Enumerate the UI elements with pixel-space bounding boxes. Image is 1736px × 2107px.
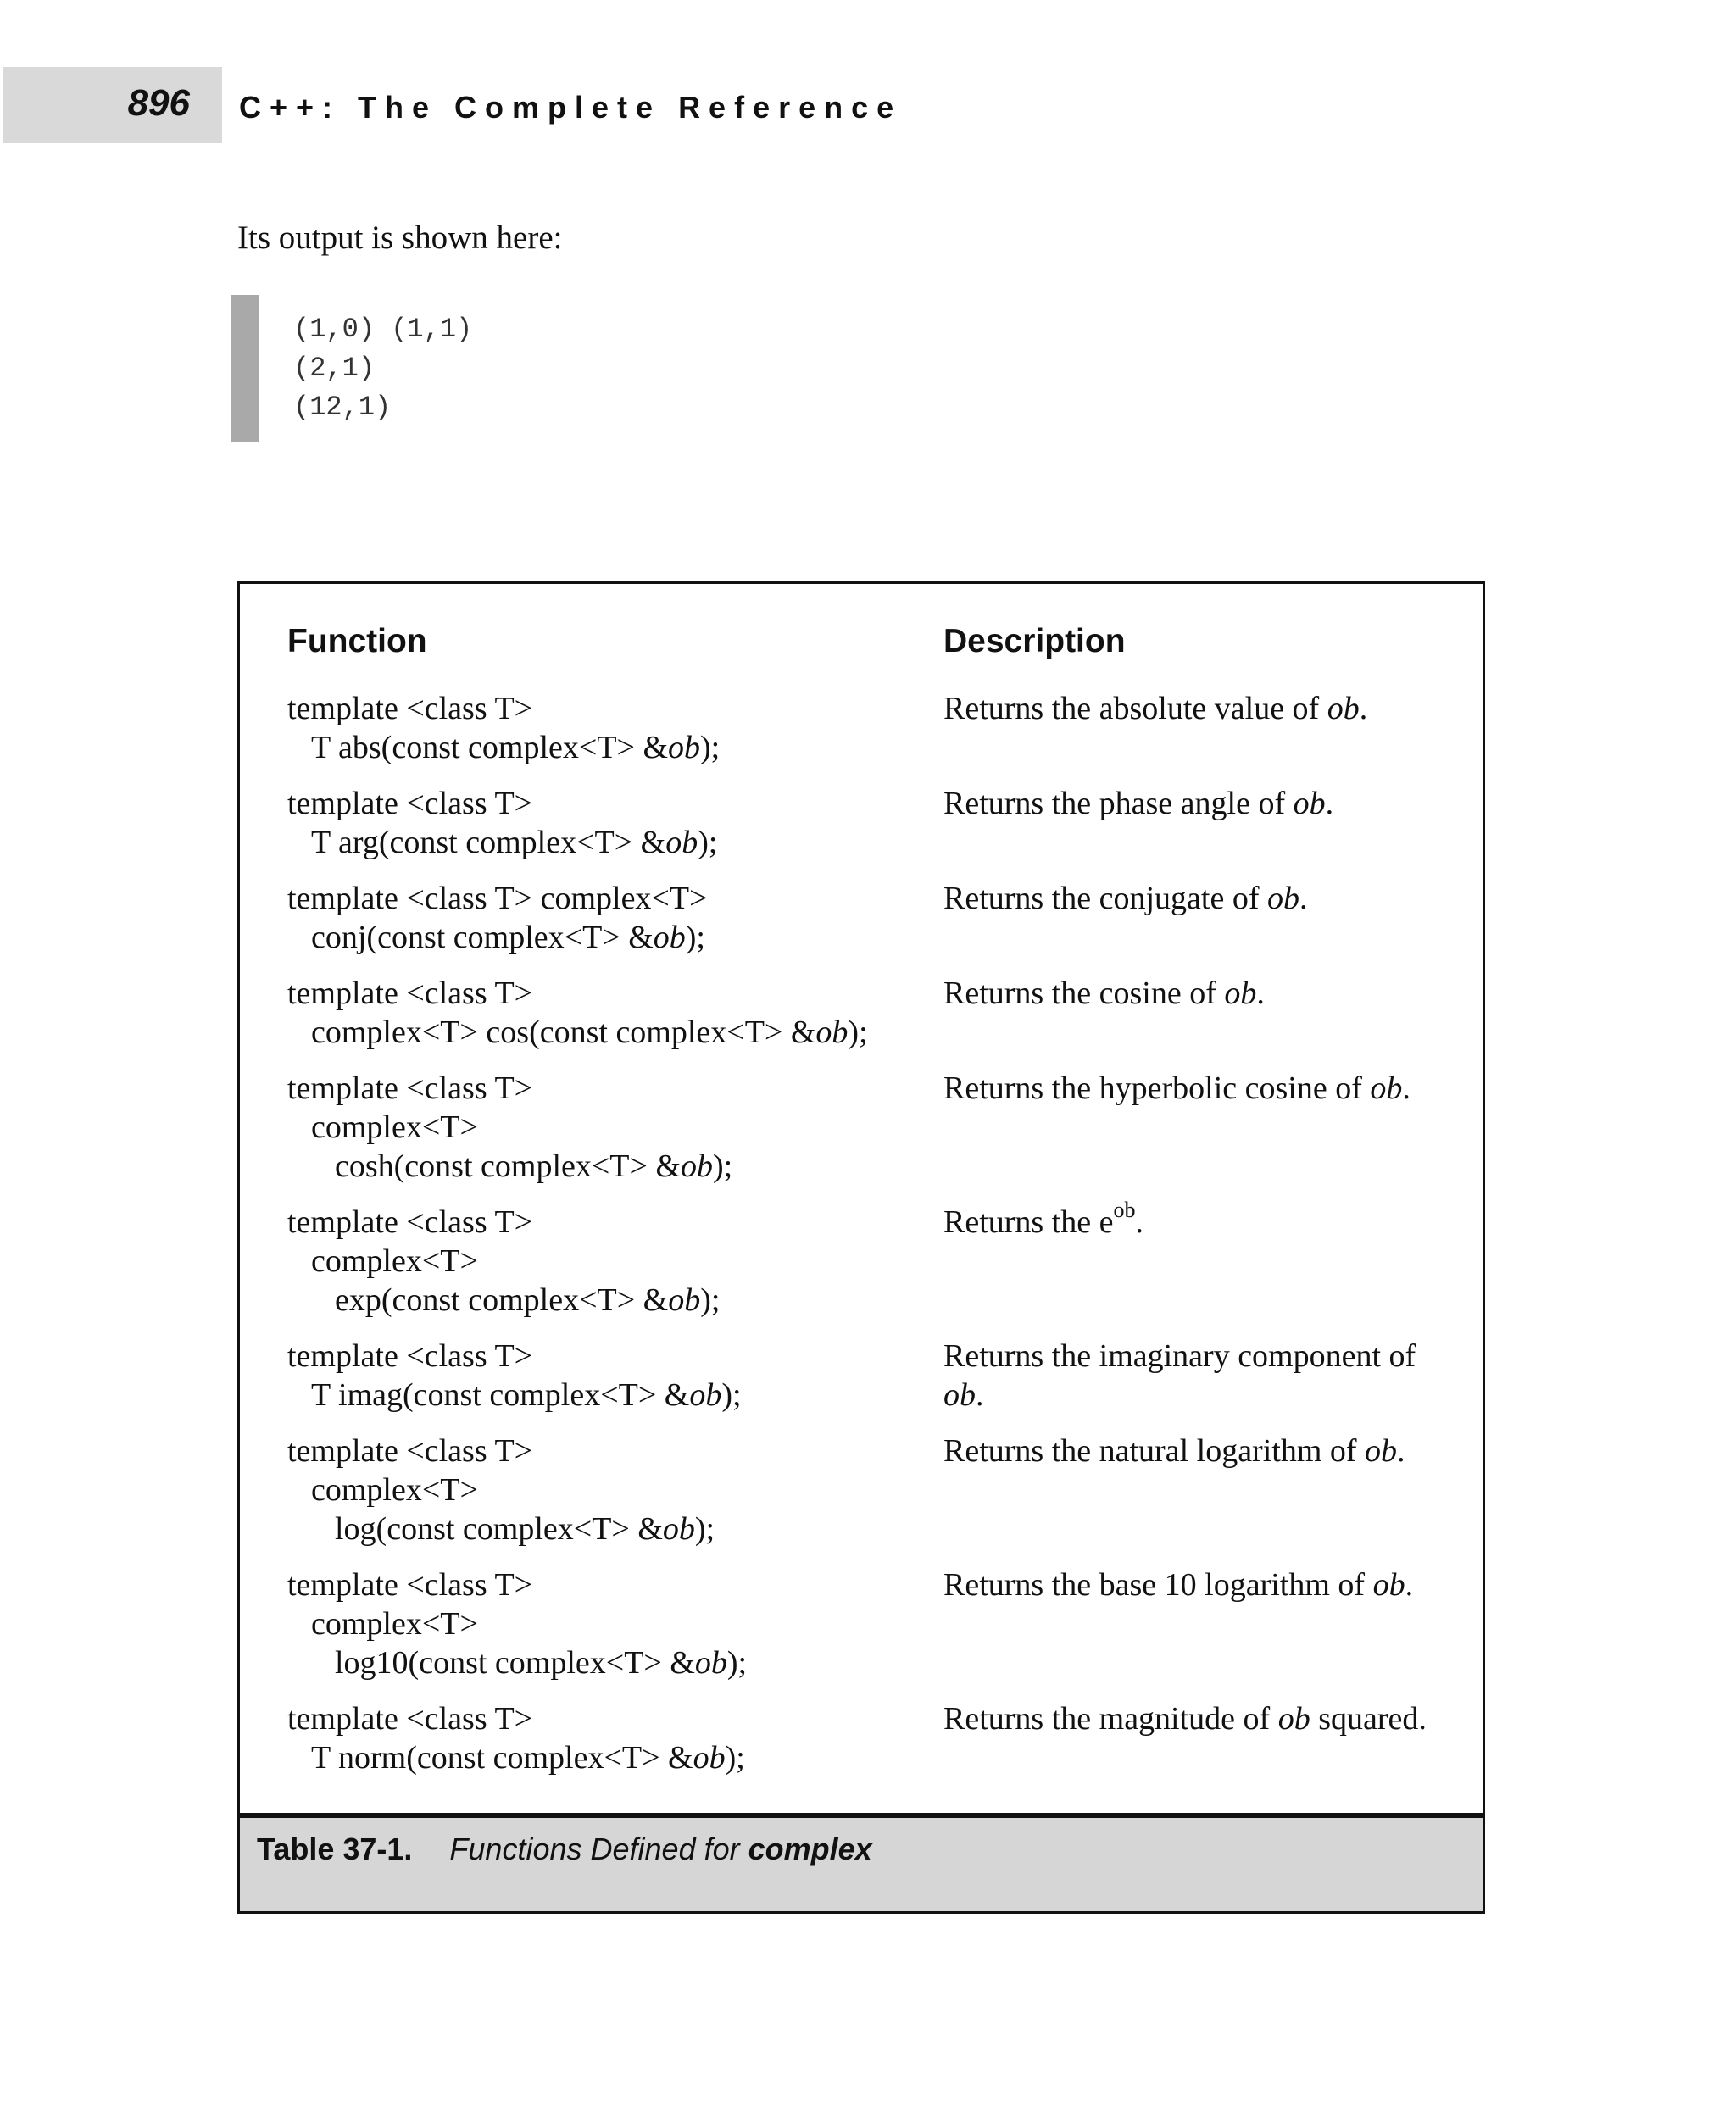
parameter-name: ob	[653, 920, 686, 955]
description-param: ob	[1293, 786, 1326, 821]
description-end: .	[1402, 1070, 1410, 1106]
signature-text: template <class T>	[287, 786, 533, 821]
table-row	[287, 1337, 1457, 1415]
table-row	[287, 689, 1457, 767]
signature-line	[287, 879, 943, 918]
description-text: Returns the hyperbolic cosine of	[943, 1070, 1371, 1106]
parameter-name: ob	[668, 730, 701, 765]
description-text: Returns the e	[943, 1204, 1114, 1240]
description-end: .	[1359, 691, 1368, 726]
description-end: .	[1325, 786, 1334, 821]
code-line: (12,1)	[293, 392, 392, 423]
function-description	[943, 784, 1452, 862]
table-row	[287, 1565, 1457, 1682]
function-signature	[287, 879, 943, 957]
signature-line	[287, 1376, 943, 1415]
signature-text: template <class T>	[287, 691, 533, 726]
function-description	[943, 879, 1452, 957]
description-text: Returns the cosine of	[943, 976, 1225, 1011]
table-row	[287, 974, 1457, 1052]
signature-end: );	[713, 1148, 733, 1184]
code-output-block	[293, 310, 472, 427]
description-superscript: ob	[1113, 1198, 1136, 1222]
parameter-name: ob	[815, 1015, 849, 1050]
table-row	[287, 784, 1457, 862]
description-param: ob	[1224, 976, 1257, 1011]
signature-text: complex<T>	[311, 1472, 478, 1508]
signature-line	[287, 1699, 943, 1738]
function-signature	[287, 689, 943, 767]
parameter-name: ob	[662, 1511, 695, 1547]
signature-text: template <class T>	[287, 976, 533, 1011]
function-signature	[287, 974, 943, 1052]
running-head: C++: The Complete Reference	[239, 90, 903, 125]
description-param: ob	[1365, 1433, 1398, 1469]
caption-label: Table 37-1.	[257, 1832, 413, 1866]
signature-text: log10(const complex<T> &	[335, 1645, 695, 1681]
description-end: .	[1135, 1204, 1144, 1240]
signature-text: T norm(const complex<T> &	[311, 1740, 693, 1776]
signature-text: complex<T>	[311, 1606, 478, 1642]
caption-title-text: Functions Defined for	[449, 1832, 748, 1866]
table-row	[287, 1198, 1457, 1320]
signature-end: );	[721, 1377, 742, 1413]
signature-text: complex<T>	[311, 1109, 478, 1145]
signature-text: conj(const complex<T> &	[311, 920, 654, 955]
signature-text: template <class T>	[287, 1433, 533, 1469]
function-description	[943, 689, 1452, 767]
signature-line	[287, 728, 943, 767]
signature-line	[287, 1432, 943, 1470]
page-number: 896	[127, 82, 190, 124]
table-caption-bar	[240, 1813, 1483, 1911]
description-param: ob	[1370, 1070, 1403, 1106]
signature-text: template <class T>	[287, 1567, 533, 1603]
function-description	[943, 1432, 1452, 1548]
signature-text: template <class T>	[287, 1701, 533, 1737]
code-margin-bar	[231, 295, 259, 442]
caption-title-bold: complex	[748, 1832, 872, 1866]
signature-text: T arg(const complex<T> &	[311, 825, 666, 860]
code-line: (2,1)	[293, 353, 376, 384]
signature-line	[287, 1242, 943, 1281]
table-body	[287, 689, 1457, 1777]
signature-text: template <class T> complex<T>	[287, 881, 708, 916]
function-signature	[287, 784, 943, 862]
signature-line	[287, 1604, 943, 1643]
signature-text: exp(const complex<T> &	[335, 1282, 669, 1318]
signature-line	[287, 1738, 943, 1777]
signature-text: complex<T>	[311, 1243, 478, 1279]
column-header-function: Function	[287, 623, 427, 659]
table-row	[287, 879, 1457, 957]
signature-line	[287, 689, 943, 728]
parameter-name: ob	[694, 1645, 727, 1681]
function-signature	[287, 1565, 943, 1682]
description-param: ob	[1327, 691, 1360, 726]
description-param: ob	[943, 1377, 976, 1413]
column-header-description: Description	[943, 623, 1126, 659]
code-line: (1,0) (1,1)	[293, 314, 473, 345]
signature-end: );	[700, 1282, 721, 1318]
signature-line	[287, 1147, 943, 1186]
signature-line	[287, 1470, 943, 1509]
signature-line	[287, 1337, 943, 1376]
signature-end: );	[848, 1015, 868, 1050]
description-text: Returns the conjugate of	[943, 881, 1268, 916]
signature-line	[287, 918, 943, 957]
function-description	[943, 1069, 1452, 1186]
description-text: Returns the absolute value of	[943, 691, 1327, 726]
signature-text: template <class T>	[287, 1338, 533, 1374]
signature-text: template <class T>	[287, 1204, 533, 1240]
parameter-name: ob	[665, 825, 698, 860]
signature-line	[287, 823, 943, 862]
caption-title	[449, 1832, 871, 1866]
description-text: Returns the imaginary component of	[943, 1338, 1416, 1374]
signature-line	[287, 1565, 943, 1604]
description-param: ob	[1372, 1567, 1405, 1603]
signature-end: );	[726, 1645, 748, 1681]
signature-line	[287, 1281, 943, 1320]
signature-text: T abs(const complex<T> &	[311, 730, 669, 765]
function-description	[943, 1565, 1452, 1682]
function-table	[237, 581, 1485, 1914]
signature-line	[287, 1509, 943, 1548]
function-signature	[287, 1699, 943, 1777]
signature-line	[287, 1643, 943, 1682]
table-caption	[257, 1832, 872, 1867]
description-param: ob	[1267, 881, 1300, 916]
table-row	[287, 1699, 1457, 1777]
description-param: ob	[1277, 1701, 1310, 1737]
parameter-name: ob	[681, 1148, 713, 1184]
parameter-name: ob	[693, 1740, 726, 1776]
table-row	[287, 1432, 1457, 1548]
function-signature	[287, 1337, 943, 1415]
table-row	[287, 1069, 1457, 1186]
signature-end: );	[694, 1511, 715, 1547]
function-signature	[287, 1432, 943, 1548]
description-end: .	[1256, 976, 1265, 1011]
description-end: squared.	[1310, 1701, 1427, 1737]
parameter-name: ob	[689, 1377, 722, 1413]
function-description	[943, 1699, 1452, 1777]
function-description	[943, 1198, 1452, 1320]
description-end: .	[1397, 1433, 1405, 1469]
signature-end: );	[725, 1740, 745, 1776]
description-text: Returns the base 10 logarithm of	[943, 1567, 1373, 1603]
signature-text: log(const complex<T> &	[335, 1511, 663, 1547]
description-end: .	[976, 1377, 984, 1413]
description-end: .	[1299, 881, 1308, 916]
signature-line	[287, 784, 943, 823]
signature-end: );	[698, 825, 718, 860]
signature-end: );	[700, 730, 721, 765]
function-description	[943, 974, 1452, 1052]
signature-line	[287, 1108, 943, 1147]
function-description	[943, 1337, 1452, 1415]
function-signature	[287, 1069, 943, 1186]
parameter-name: ob	[668, 1282, 701, 1318]
description-text: Returns the magnitude of	[943, 1701, 1278, 1737]
signature-text: cosh(const complex<T> &	[335, 1148, 681, 1184]
intro-paragraph: Its output is shown here:	[237, 220, 563, 256]
function-signature	[287, 1203, 943, 1320]
signature-text: complex<T> cos(const complex<T> &	[311, 1015, 816, 1050]
signature-text: T imag(const complex<T> &	[311, 1377, 690, 1413]
signature-line	[287, 974, 943, 1013]
signature-text: template <class T>	[287, 1070, 533, 1106]
signature-end: );	[685, 920, 705, 955]
page-number-box	[3, 67, 222, 143]
signature-line	[287, 1013, 943, 1052]
signature-line	[287, 1069, 943, 1108]
signature-line	[287, 1203, 943, 1242]
description-text: Returns the natural logarithm of	[943, 1433, 1366, 1469]
description-text: Returns the phase angle of	[943, 786, 1294, 821]
description-end: .	[1405, 1567, 1414, 1603]
